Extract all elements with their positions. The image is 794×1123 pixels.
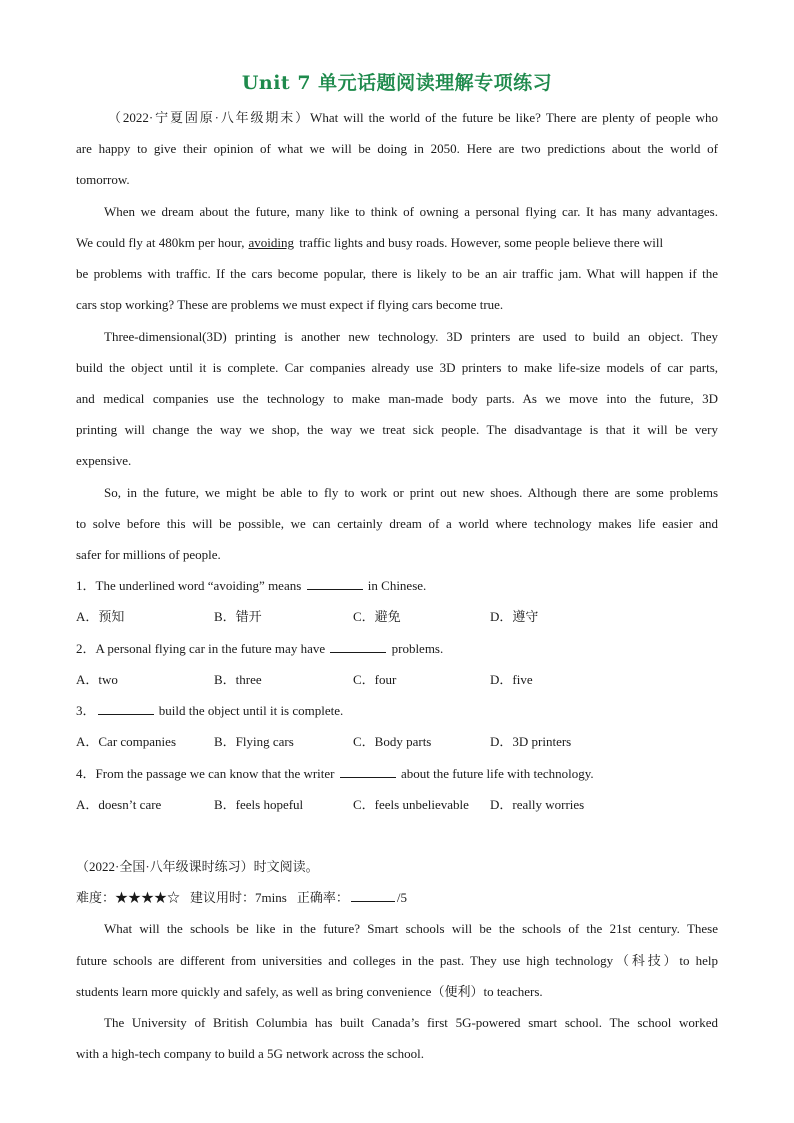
option-d[interactable]: D．遵守 bbox=[490, 609, 539, 624]
question-number: 2． bbox=[76, 641, 96, 656]
passage2-meta bbox=[76, 890, 718, 906]
question-3 bbox=[76, 703, 718, 719]
star-rating: ★★★★☆ bbox=[115, 890, 181, 905]
question-number: 1． bbox=[76, 578, 96, 593]
answer-blank[interactable] bbox=[307, 578, 363, 590]
option-b[interactable]: B．Flying cars bbox=[214, 734, 294, 749]
answer-blank[interactable] bbox=[98, 703, 154, 715]
page-title: Unit 7 单元话题阅读理解专项练习 bbox=[241, 72, 553, 94]
question-text: build the object until it is complete. bbox=[158, 703, 344, 718]
question-text: A personal flying car in the future may have bbox=[95, 641, 326, 656]
passage1-line: printing will change the way we shop, the way we treat sick people. The disadvantage is that it will be very bbox=[76, 422, 718, 437]
question-number: 4． bbox=[76, 766, 96, 781]
passage1-line: are happy to give their opinion of what we will be doing in 2050. Here are two predictions about the world of bbox=[76, 141, 718, 156]
option-d[interactable]: D．really worries bbox=[490, 797, 585, 812]
passage1-line: to solve before this will be possible, we can certainly dream of a world where technology makes life easier and bbox=[76, 516, 718, 531]
passage2-line: with a high-tech company to build a 5G network across the school. bbox=[76, 1046, 425, 1061]
question-number: 3． bbox=[76, 703, 96, 718]
difficulty-label: 难度： bbox=[76, 890, 116, 905]
time-label: 建议用时： bbox=[190, 890, 256, 905]
option-c[interactable]: C．feels unbelievable bbox=[353, 797, 469, 812]
question-4 bbox=[76, 766, 718, 782]
option-b[interactable]: B．错开 bbox=[214, 609, 262, 624]
accuracy-suffix: /5 bbox=[396, 890, 407, 905]
question-text: From the passage we can know that the writer bbox=[95, 766, 335, 781]
option-a[interactable]: A．two bbox=[76, 672, 118, 687]
option-d[interactable]: D．five bbox=[490, 672, 533, 687]
passage1-line: be problems with traffic. If the cars become popular, there is likely to be an air traffic jam. What will happen if the bbox=[76, 266, 718, 281]
passage1-line: When we dream about the future, many like to think of owning a personal flying car. It has many advantages. bbox=[104, 204, 718, 219]
passage1-line bbox=[76, 235, 718, 251]
passage1-line: tomorrow. bbox=[76, 172, 130, 187]
passage1-line: （2022·宁夏固原·八年级期末）What will the world of the future be like? There are plenty of people who bbox=[108, 110, 718, 125]
answer-blank[interactable] bbox=[330, 641, 386, 653]
passage2-line: future schools are different from universities and colleges in the past. They use high technology（科技）to help bbox=[76, 953, 718, 968]
passage1-line: build the object until it is complete. Car companies already use 3D printers to make life-size models of car parts, bbox=[76, 360, 718, 375]
time-value: 7mins bbox=[255, 890, 287, 905]
question-1 bbox=[76, 578, 718, 594]
passage1-line: expensive. bbox=[76, 453, 132, 468]
passage1-line: Three-dimensional(3D) printing is another new technology. 3D printers are used to build an object. They bbox=[104, 329, 718, 344]
passage2-source: （2022·全国·八年级课时练习）时文阅读。 bbox=[76, 859, 319, 874]
accuracy-label: 正确率： bbox=[296, 890, 349, 905]
question-text: The underlined word “avoiding” means bbox=[95, 578, 302, 593]
option-d[interactable]: D．3D printers bbox=[490, 734, 572, 749]
option-c[interactable]: C．避免 bbox=[353, 609, 401, 624]
question-text: problems. bbox=[391, 641, 444, 656]
passage1-line: safer for millions of people. bbox=[76, 547, 221, 562]
option-a[interactable]: A．Car companies bbox=[76, 734, 177, 749]
accuracy-blank[interactable] bbox=[351, 890, 395, 902]
option-a[interactable]: A．doesn’t care bbox=[76, 797, 162, 812]
option-b[interactable]: B．feels hopeful bbox=[214, 797, 304, 812]
answer-blank[interactable] bbox=[340, 766, 396, 778]
passage2-line: students learn more quickly and safely, as well as bring convenience（便利）to teachers. bbox=[76, 984, 543, 999]
question-text: about the future life with technology. bbox=[401, 766, 594, 781]
passage1-text: traffic lights and busy roads. However, some people believe there will bbox=[299, 235, 664, 250]
passage1-line: So, in the future, we might be able to fly to work or print out new shoes. Although there are some problems bbox=[104, 485, 718, 500]
passage1-line: and medical companies use the technology to make man-made body parts. As we move into the future, 3D bbox=[76, 391, 718, 406]
question-2 bbox=[76, 641, 718, 657]
question-text: in Chinese. bbox=[367, 578, 427, 593]
option-a[interactable]: A．预知 bbox=[76, 609, 125, 624]
passage1-line: cars stop working? These are problems we must expect if flying cars become true. bbox=[76, 297, 504, 312]
option-c[interactable]: C．Body parts bbox=[353, 734, 432, 749]
option-c[interactable]: C．four bbox=[353, 672, 397, 687]
underlined-word: avoiding bbox=[248, 235, 294, 250]
passage2-line: What will the schools be like in the future? Smart schools will be the schools of the 21st century. These bbox=[104, 921, 718, 936]
passage2-line: The University of British Columbia has built Canada’s first 5G-powered smart school. The school worked bbox=[104, 1015, 718, 1030]
option-b[interactable]: B．three bbox=[214, 672, 262, 687]
passage1-text: We could fly at 480km per hour, bbox=[76, 235, 245, 250]
